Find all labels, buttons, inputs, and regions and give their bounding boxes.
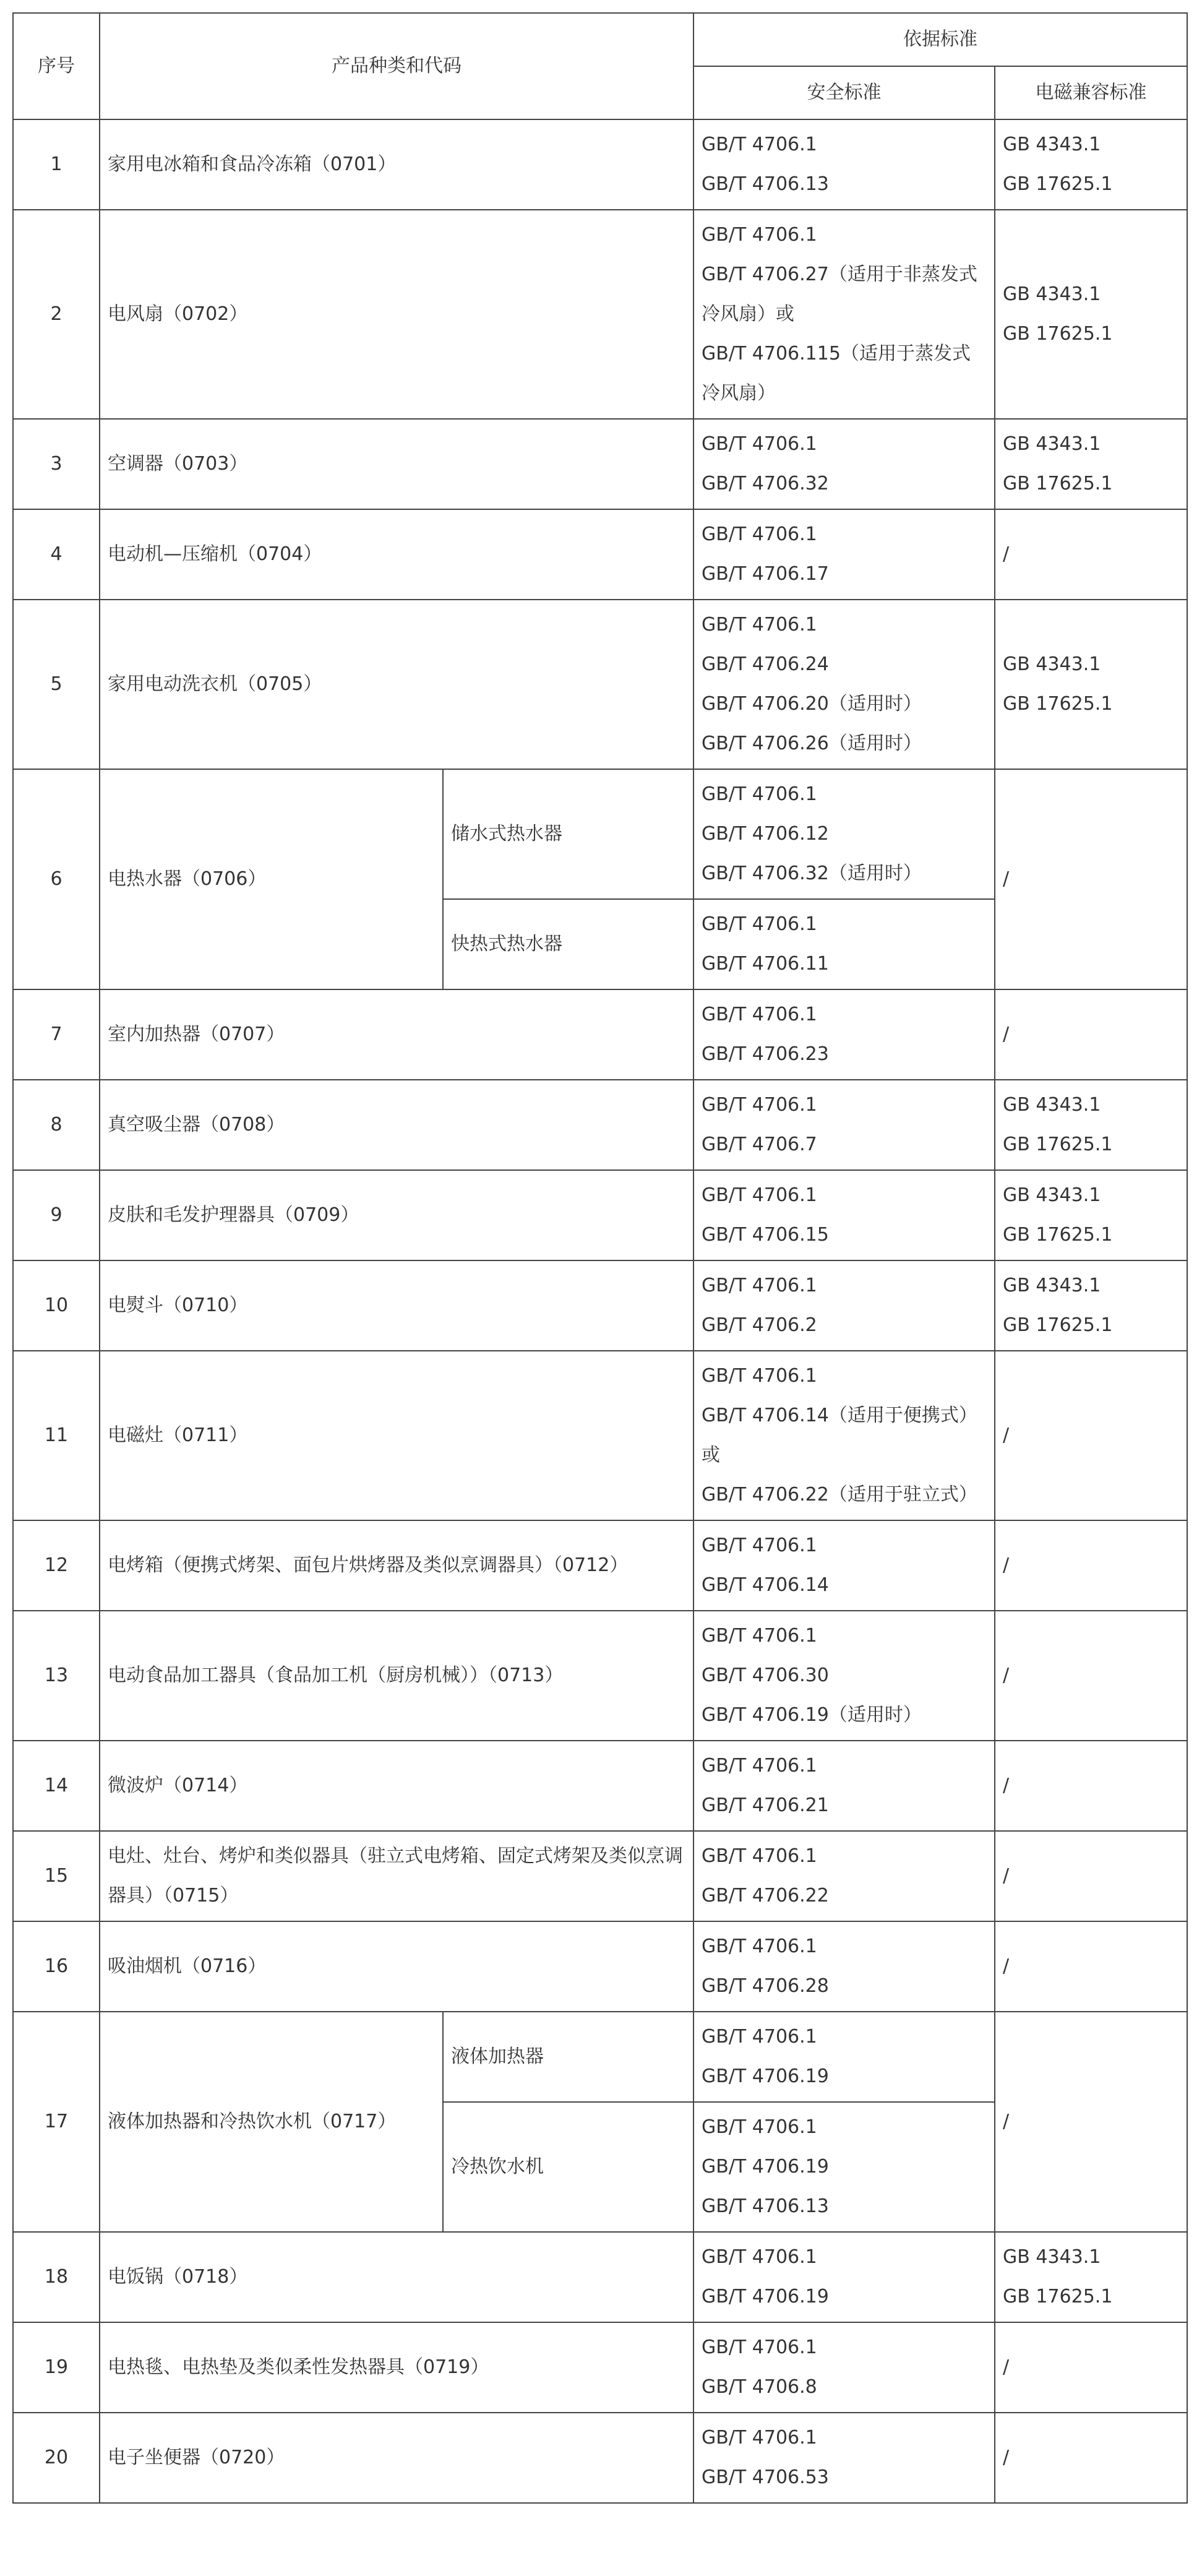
safety-standard: GB/T 4706.1 — [702, 2337, 817, 2358]
row-seq: 6 — [13, 769, 100, 989]
safety-standard: GB/T 4706.1 — [702, 433, 817, 455]
safety-standard: GB/T 4706.1 — [702, 614, 817, 635]
row-product: 电热毯、电热垫及类似柔性发热器具（0719） — [100, 2322, 693, 2413]
row-safety — [693, 899, 995, 989]
row-product: 电饭锅（0718） — [100, 2232, 693, 2322]
safety-standard: GB/T 4706.1 — [702, 1184, 817, 1206]
row-product: 电熨斗（0710） — [100, 1260, 693, 1351]
row-product: 电风扇（0702） — [100, 210, 693, 419]
safety-standard: GB/T 4706.22 — [702, 1885, 829, 1906]
emc-standard: GB 17625.1 — [1003, 2286, 1113, 2307]
safety-standard: GB/T 4706.1 — [702, 2427, 817, 2449]
row-emc — [995, 2322, 1187, 2413]
table-row — [13, 1080, 1187, 1170]
safety-standard: GB/T 4706.115（适用于蒸发式 — [702, 343, 971, 364]
table-body — [13, 119, 1187, 2503]
row-safety — [693, 210, 995, 419]
row-seq: 1 — [13, 119, 100, 210]
row-safety — [693, 1520, 995, 1611]
table-row — [13, 2322, 1187, 2413]
safety-standard: GB/T 4706.19（适用时） — [702, 1704, 922, 1726]
emc-standard: GB 4343.1 — [1003, 1275, 1101, 1296]
table-row — [13, 509, 1187, 600]
header-emc: 电磁兼容标准 — [995, 66, 1187, 119]
row-product: 家用电冰箱和食品冷冻箱（0701） — [100, 119, 693, 210]
row-seq: 2 — [13, 210, 100, 419]
row-subtype: 快热式热水器 — [443, 899, 693, 989]
row-emc — [995, 1831, 1187, 1921]
row-product: 液体加热器和冷热饮水机（0717） — [100, 2012, 443, 2232]
row-emc — [995, 1351, 1187, 1520]
row-emc — [995, 1260, 1187, 1351]
row-safety — [693, 1170, 995, 1260]
row-seq: 19 — [13, 2322, 100, 2413]
row-seq: 17 — [13, 2012, 100, 2232]
table-row — [13, 1260, 1187, 1351]
safety-standard: 或 — [702, 1444, 720, 1466]
row-emc — [995, 210, 1187, 419]
row-safety — [693, 1921, 995, 2012]
safety-standard: GB/T 4706.1 — [702, 1365, 817, 1387]
emc-standard: / — [1003, 1665, 1010, 1686]
row-emc — [995, 1080, 1187, 1170]
safety-standard: GB/T 4706.28 — [702, 1975, 829, 1997]
row-subtype: 储水式热水器 — [443, 769, 693, 899]
row-seq: 14 — [13, 1741, 100, 1831]
row-emc — [995, 1921, 1187, 2012]
header-seq: 序号 — [13, 13, 100, 119]
row-seq: 3 — [13, 419, 100, 509]
row-emc — [995, 1170, 1187, 1260]
row-safety — [693, 2232, 995, 2322]
safety-standard: GB/T 4706.1 — [702, 2116, 817, 2138]
table-row — [13, 600, 1187, 769]
emc-standard: / — [1003, 1554, 1010, 1576]
row-seq: 12 — [13, 1520, 100, 1611]
safety-standard: GB/T 4706.15 — [702, 1224, 829, 1246]
row-safety — [693, 769, 995, 899]
table-row — [13, 1351, 1187, 1520]
row-seq: 11 — [13, 1351, 100, 1520]
row-seq: 18 — [13, 2232, 100, 2322]
row-emc — [995, 1741, 1187, 1831]
safety-standard: GB/T 4706.2 — [702, 1314, 817, 1336]
row-emc — [995, 2232, 1187, 2322]
emc-standard: GB 17625.1 — [1003, 693, 1113, 715]
row-seq: 10 — [13, 1260, 100, 1351]
safety-standard: GB/T 4706.13 — [702, 173, 829, 195]
safety-standard: 冷风扇）或 — [702, 303, 794, 325]
safety-standard: GB/T 4706.1 — [702, 224, 817, 246]
row-emc — [995, 2413, 1187, 2503]
row-safety — [693, 1831, 995, 1921]
row-product: 电动机—压缩机（0704） — [100, 509, 693, 600]
safety-standard: GB/T 4706.8 — [702, 2376, 817, 2398]
row-safety — [693, 119, 995, 210]
row-emc — [995, 1611, 1187, 1741]
safety-standard: GB/T 4706.17 — [702, 563, 829, 585]
row-seq: 5 — [13, 600, 100, 769]
emc-standard: GB 17625.1 — [1003, 1224, 1113, 1246]
emc-standard: / — [1003, 2447, 1010, 2468]
table-row — [13, 1170, 1187, 1260]
row-product: 家用电动洗衣机（0705） — [100, 600, 693, 769]
row-safety — [693, 989, 995, 1080]
row-emc — [995, 419, 1187, 509]
safety-standard: GB/T 4706.19 — [702, 2286, 829, 2307]
safety-standard: GB/T 4706.20（适用时） — [702, 693, 922, 715]
table-row — [13, 2413, 1187, 2503]
emc-standard: / — [1003, 868, 1010, 890]
row-product: 电子坐便器（0720） — [100, 2413, 693, 2503]
row-emc — [995, 1520, 1187, 1611]
table-row — [13, 210, 1187, 419]
table-row — [13, 989, 1187, 1080]
safety-standard: GB/T 4706.21 — [702, 1794, 829, 1816]
row-emc — [995, 989, 1187, 1080]
safety-standard: GB/T 4706.1 — [702, 783, 817, 805]
safety-standard: GB/T 4706.12 — [702, 823, 829, 845]
emc-standard: / — [1003, 2356, 1010, 2378]
row-product: 真空吸尘器（0708） — [100, 1080, 693, 1170]
row-product: 微波炉（0714） — [100, 1741, 693, 1831]
safety-standard: GB/T 4706.1 — [702, 1004, 817, 1025]
table-row — [13, 119, 1187, 210]
table-row — [13, 1520, 1187, 1611]
header-safety: 安全标准 — [693, 66, 995, 119]
header-basis: 依据标准 — [693, 13, 1187, 66]
emc-standard: / — [1003, 2111, 1010, 2132]
emc-standard: GB 17625.1 — [1003, 1314, 1113, 1336]
table-row — [13, 2012, 1187, 2102]
row-safety — [693, 509, 995, 600]
emc-standard: / — [1003, 1424, 1010, 1446]
table-row — [13, 419, 1187, 509]
emc-standard: / — [1003, 1955, 1010, 1977]
row-seq: 13 — [13, 1611, 100, 1741]
row-product: 室内加热器（0707） — [100, 989, 693, 1080]
row-product: 电磁灶（0711） — [100, 1351, 693, 1520]
row-emc — [995, 509, 1187, 600]
row-product: 电动食品加工器具（食品加工机（厨房机械））（0713） — [100, 1611, 693, 1741]
row-seq: 9 — [13, 1170, 100, 1260]
safety-standard: GB/T 4706.23 — [702, 1043, 829, 1065]
emc-standard: GB 4343.1 — [1003, 653, 1101, 675]
row-product: 电灶、灶台、烤炉和类似器具（驻立式电烤箱、固定式烤架及类似烹调器具）（0715） — [100, 1831, 693, 1921]
header-product: 产品种类和代码 — [100, 13, 693, 119]
row-seq: 7 — [13, 989, 100, 1080]
emc-standard: GB 4343.1 — [1003, 134, 1101, 155]
safety-standard: GB/T 4706.1 — [702, 2026, 817, 2048]
row-emc — [995, 600, 1187, 769]
row-emc — [995, 769, 1187, 989]
emc-standard: GB 17625.1 — [1003, 1134, 1113, 1155]
row-safety — [693, 1351, 995, 1520]
row-subtype: 冷热饮水机 — [443, 2102, 693, 2232]
row-safety — [693, 1611, 995, 1741]
emc-standard: GB 4343.1 — [1003, 433, 1101, 455]
safety-standard: GB/T 4706.1 — [702, 1094, 817, 1116]
emc-standard: / — [1003, 1865, 1010, 1887]
row-safety — [693, 1260, 995, 1351]
safety-standard: GB/T 4706.19 — [702, 2156, 829, 2178]
table-row — [13, 1831, 1187, 1921]
row-seq: 16 — [13, 1921, 100, 2012]
row-safety — [693, 600, 995, 769]
standards-table — [12, 12, 1188, 2504]
table-row — [13, 769, 1187, 899]
safety-standard: GB/T 4706.1 — [702, 1625, 817, 1647]
row-seq: 4 — [13, 509, 100, 600]
safety-standard: GB/T 4706.26（适用时） — [702, 733, 922, 754]
row-product: 皮肤和毛发护理器具（0709） — [100, 1170, 693, 1260]
row-safety — [693, 2322, 995, 2413]
header-row — [13, 13, 1187, 66]
row-product: 吸油烟机（0716） — [100, 1921, 693, 2012]
safety-standard: GB/T 4706.24 — [702, 653, 829, 675]
safety-standard: GB/T 4706.19 — [702, 2066, 829, 2087]
emc-standard: GB 17625.1 — [1003, 173, 1113, 195]
row-safety — [693, 2012, 995, 2102]
row-product: 空调器（0703） — [100, 419, 693, 509]
table-row — [13, 2232, 1187, 2322]
safety-standard: GB/T 4706.1 — [702, 1936, 817, 1957]
safety-standard: GB/T 4706.27（适用于非蒸发式 — [702, 264, 977, 285]
safety-standard: GB/T 4706.1 — [702, 1755, 817, 1777]
row-product: 电烤箱（便携式烤架、面包片烘烤器及类似烹调器具）（0712） — [100, 1520, 693, 1611]
row-safety — [693, 2102, 995, 2232]
row-seq: 20 — [13, 2413, 100, 2503]
row-emc — [995, 2012, 1187, 2232]
emc-standard: GB 4343.1 — [1003, 283, 1101, 305]
row-safety — [693, 1741, 995, 1831]
row-safety — [693, 1080, 995, 1170]
safety-standard: GB/T 4706.14 — [702, 1574, 829, 1596]
safety-standard: GB/T 4706.1 — [702, 523, 817, 545]
emc-standard: GB 17625.1 — [1003, 323, 1113, 345]
emc-standard: / — [1003, 543, 1010, 565]
table-row — [13, 1611, 1187, 1741]
safety-standard: GB/T 4706.1 — [702, 913, 817, 935]
safety-standard: GB/T 4706.1 — [702, 1535, 817, 1556]
emc-standard: / — [1003, 1775, 1010, 1796]
row-safety — [693, 2413, 995, 2503]
row-seq: 15 — [13, 1831, 100, 1921]
safety-standard: GB/T 4706.11 — [702, 953, 829, 975]
table-row — [13, 1741, 1187, 1831]
safety-standard: GB/T 4706.14（适用于便携式） — [702, 1405, 977, 1426]
row-product: 电热水器（0706） — [100, 769, 443, 989]
safety-standard: GB/T 4706.32 — [702, 473, 829, 494]
emc-standard: GB 4343.1 — [1003, 2246, 1101, 2268]
emc-standard: / — [1003, 1023, 1010, 1045]
emc-standard: GB 17625.1 — [1003, 473, 1113, 494]
row-emc — [995, 119, 1187, 210]
safety-standard: GB/T 4706.53 — [702, 2466, 829, 2488]
emc-standard: GB 4343.1 — [1003, 1094, 1101, 1116]
safety-standard: GB/T 4706.32（适用时） — [702, 863, 922, 884]
table-row — [13, 1921, 1187, 2012]
safety-standard: 冷风扇） — [702, 382, 776, 404]
safety-standard: GB/T 4706.13 — [702, 2195, 829, 2217]
safety-standard: GB/T 4706.30 — [702, 1665, 829, 1686]
row-seq: 8 — [13, 1080, 100, 1170]
row-safety — [693, 419, 995, 509]
safety-standard: GB/T 4706.1 — [702, 1275, 817, 1296]
safety-standard: GB/T 4706.7 — [702, 1134, 817, 1155]
safety-standard: GB/T 4706.22（适用于驻立式） — [702, 1484, 977, 1506]
emc-standard: GB 4343.1 — [1003, 1184, 1101, 1206]
safety-standard: GB/T 4706.1 — [702, 134, 817, 155]
safety-standard: GB/T 4706.1 — [702, 2246, 817, 2268]
safety-standard: GB/T 4706.1 — [702, 1845, 817, 1867]
row-subtype: 液体加热器 — [443, 2012, 693, 2102]
